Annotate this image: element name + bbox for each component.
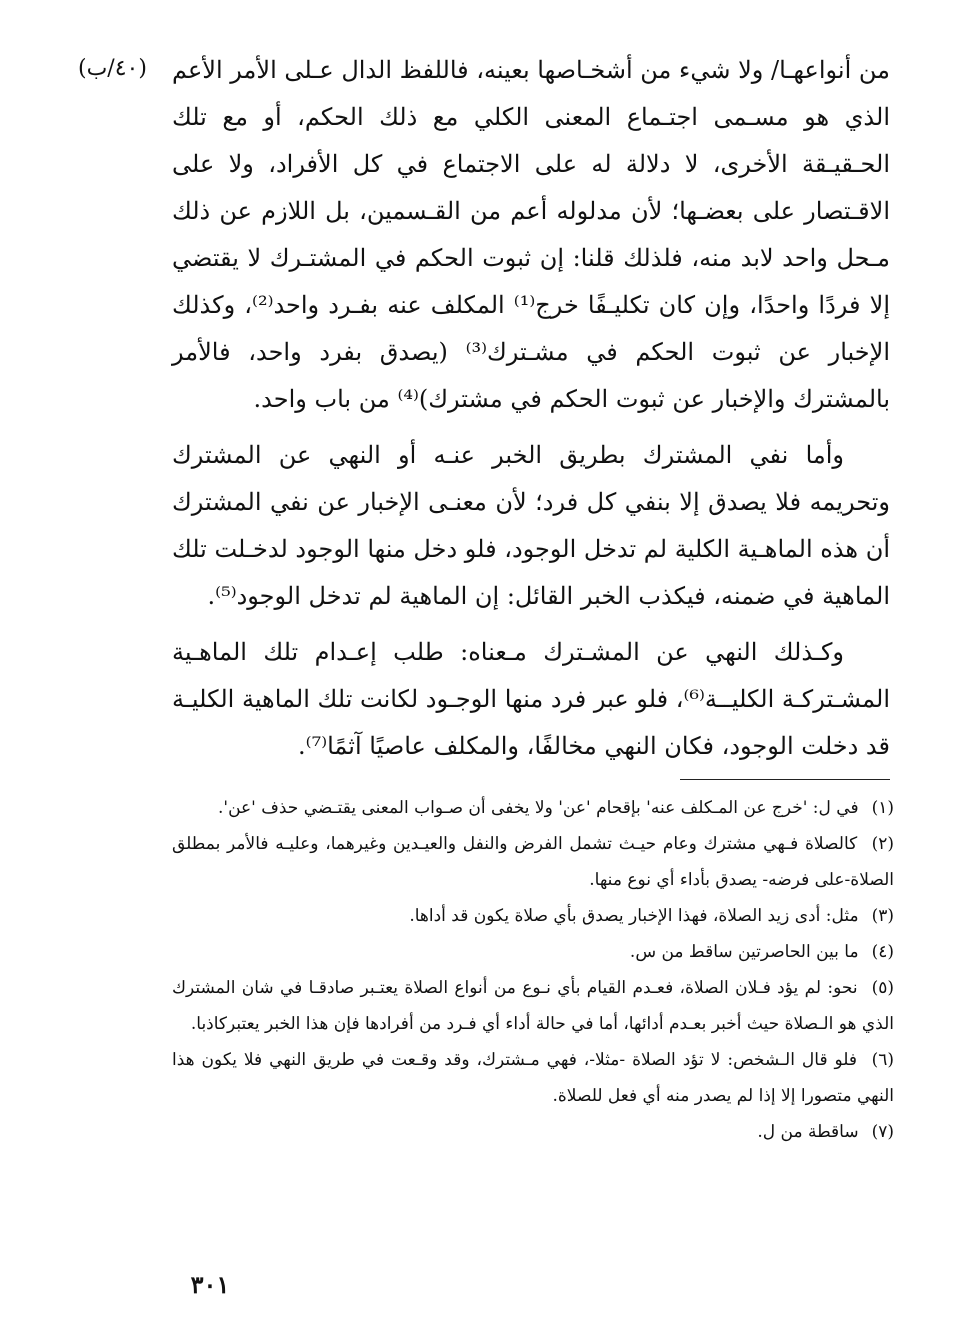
footnote-number: (٧) [871, 1122, 894, 1142]
body-paragraph-2: وأما نفي المشترك بطريق الخبر عنـه أو النهي عن المشترك وتحريمه فلا يصدق إلا بنفي كل فرد؛ لأن معنـى الإخبار عن نفي المشترك أن هذه الماهـية الكلية لم تدخل الوجود، فلو دخل منها الوجود لدخـلت تلك الماهية في ضمنه، فيكذب الخبر القائل: إن الماهية لم تدخل الوجود⁽⁵⁾. [172, 441, 890, 610]
footnote-4 [172, 934, 894, 970]
footnote-7 [172, 1114, 894, 1150]
footnote-1 [172, 790, 894, 826]
footnote-5 [172, 970, 894, 1042]
footnote-3 [172, 898, 894, 934]
footnote-6 [172, 1042, 894, 1114]
body-paragraph-3: وكـذلك النهي عن المشـترك مـعناه: طلب إعـدام تلك الماهـية المشـتركـة الكليــة⁽⁶⁾، فلو عبر فرد منها الوجـود لكانت تلك الماهية الكليـة قد دخلت الوجود، فكان النهي مخالفًا، والمكلف عاصيًا آثمًا⁽⁷⁾. [172, 638, 890, 760]
footnote-text: ساقطة من ل. [757, 1122, 859, 1142]
footnote-number: (٤) [871, 942, 894, 962]
footnote-text: مثل: أدى زيد الصلاة، فهذا الإخبار يصدق بأي صلاة يكون قد أداها. [409, 906, 859, 926]
page-number: ٣٠١ [190, 1270, 230, 1299]
footnote-text: فلو قال الـشخص: لا تؤد الصلاة -مثلا-، فهي مـشترك، وقد وقـعت في طريق النهي فلا يكون هذا النهي متصورا إلا إذا لم يصدر منه أي فعل للصلاة. [172, 1050, 894, 1106]
footnote-number: (١) [871, 798, 894, 818]
footnotes [172, 790, 894, 1150]
footnote-text: ما بين الحاصرتين ساقط من س. [629, 942, 859, 962]
body-paragraph-1: من أنواعهـا/ ولا شيء من أشخـاصها بعينه، فاللفظ الدال عـلى الأمر الأعم الذي هو مسـمى اجتـماع المعنى الكلي مع ذلك الحكم، أو مع تلك الحـقيـقة الأخرى، لا دلالة له على الاجتماع في كل الأفراد، ولا على الاقـتصار على بعضـها؛ لأن مدلوله أعم من القـسمين، بل اللازم عن ذلك مـحل واحد لابد منه، فلذلك قلنا: إن ثبوت الحكم في المشتـرك لا يقتضي إلا فردًا واحدًا، وإن كان تكليـفًا خرج⁽¹⁾ المكلف عنه بفـرد واحد⁽²⁾، وكذلك الإخبار عن ثبوت الحكم في مشـترك⁽³⁾ (يصدق بفرد واحد، فالأمر بالمشترك والإخبار عن ثبوت الحكم في مشترك)⁽⁴⁾ من باب واحد. [172, 56, 891, 413]
main-text [172, 47, 890, 779]
footnote-text: كالصلاة فـهي مشترك وعام حيـث تشمل الفرض والنفل والعيـدين وغيرهما، وعليـه فالأمر بمطلق الصلاة-على فرضه- يصدق بأداء أي نوع منها. [172, 834, 894, 890]
footnote-2 [172, 826, 894, 898]
footnote-text: في ل: 'خرج عن المـكلف عنه' بإقحام 'عن' ولا يخفى أن صـواب المعنى يقتـضي حذف 'عن'. [218, 798, 859, 818]
footnote-text: نحو: لم يؤد فـلان الصلاة، فعـدم القيام بأي نـوع من أنواع الصلاة يعتـبر صادقـا في شان المشترك الذي هو الـصلاة حيث أخبر بعـدم أدائها، أما في حالة أداء أي فـرد من أفرادها فإن هذا الخبر يعتبركاذبا. [172, 978, 894, 1034]
footnote-number: (٢) [871, 834, 894, 854]
footnote-number: (٥) [871, 978, 894, 998]
footnote-divider [680, 779, 890, 780]
footnote-number: (٣) [871, 906, 894, 926]
manuscript-folio-reference: (٤٠/ب) [78, 56, 147, 81]
footnote-number: (٦) [871, 1050, 895, 1070]
